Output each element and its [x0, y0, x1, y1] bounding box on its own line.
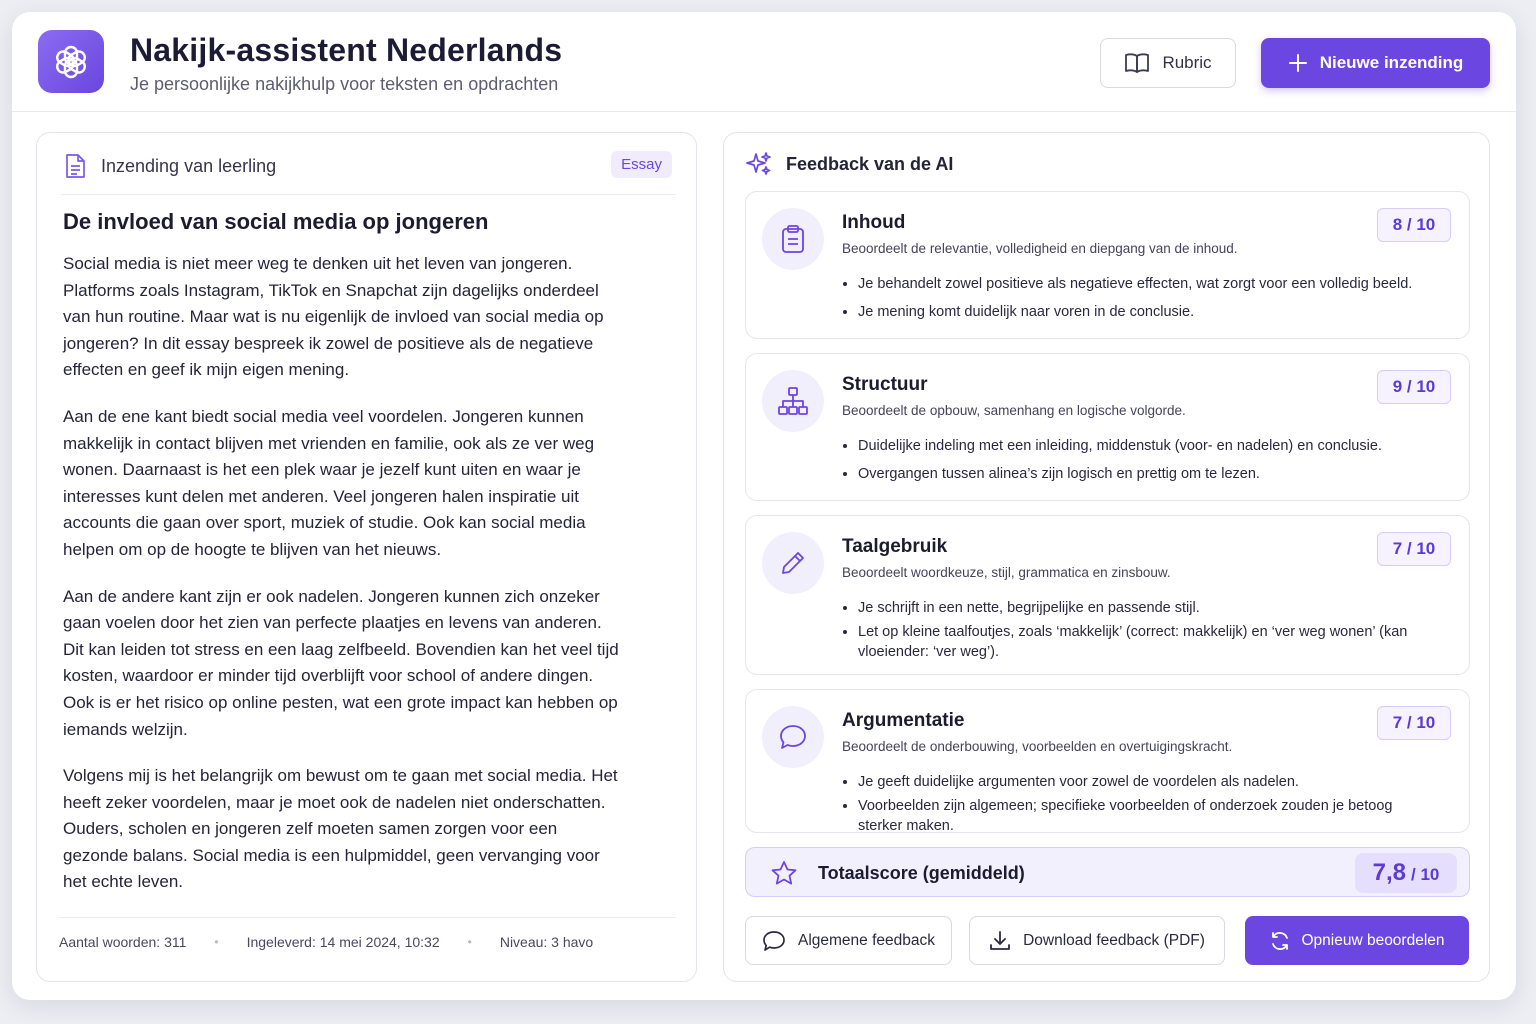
app-header — [12, 12, 1516, 112]
rubric-button-label: Rubric — [1162, 53, 1212, 72]
criterion-card-taalgebruik — [745, 515, 1470, 675]
feedback-point: • Je behandelt zowel positieve als negatieve effecten, wat zorgt voor een volledig beeld. — [858, 274, 1438, 294]
essay-paragraph: Volgens mij is het belangrijk om bewust om te gaan met social media. Het heeft zeker voordelen, maar je moet ook de nadelen niet onderschatten. Ouders, scholen en jongeren zelf moeten samen zorgen voor een gezonde balans. Social media is een hulpmiddel, geen vervanging voor het echte leven. — [63, 766, 618, 892]
feedback-point: • Duidelijke indeling met een inleiding, middenstuk (voor- en nadelen) en conclusie. — [858, 436, 1438, 456]
total-score-value: 7,8 — [1372, 859, 1406, 886]
type-badge: Essay — [611, 151, 672, 178]
criterion-points — [858, 772, 1438, 840]
feedback-point: • Voorbeelden zijn algemeen; specifieke voorbeelden of onderzoek zouden je betoog sterker maken. — [858, 796, 1438, 836]
refresh-icon — [1269, 930, 1291, 952]
general-feedback-label: Algemene feedback — [797, 931, 935, 949]
app-subtitle: Je persoonlijke nakijkhulp voor teksten en opdrachten — [130, 74, 559, 94]
app-window — [12, 12, 1516, 1000]
total-score-badge — [1355, 853, 1457, 893]
submission-meta — [59, 917, 676, 965]
criterion-description: Beoordeelt woordkeuze, stijl, grammatica en zinsbouw. — [842, 565, 1171, 580]
criterion-description: Beoordeelt de onderbouwing, voorbeelden en overtuigingskracht. — [842, 739, 1233, 754]
total-score-label: Totaalscore (gemiddeld) — [818, 863, 1025, 883]
meta-separator: • — [214, 934, 219, 949]
regrade-label: Opnieuw beoordelen — [1301, 931, 1445, 949]
feedback-point: • Je schrijft in een nette, begrijpelijke en passende stijl. — [858, 598, 1438, 618]
essay-paragraph: Aan de andere kant zijn er ook nadelen. Jongeren kunnen zich onzeker gaan voelen door het zien van perfecte plaatjes en levens van anderen. Dit kan leiden tot stress en een laag zelfbeeld. Bovendien kan het veel tijd kosten, waardoor er minder tijd overblijft voor school of andere dingen. Ook is er het risico op online pesten, wat een grote impact kan hebben op iemands welzijn. — [63, 586, 619, 739]
criterion-score: 7 / 10 — [1377, 706, 1451, 740]
app-title: Nakijk-assistent Nederlands — [130, 32, 563, 68]
submission-heading: Inzending van leerling — [101, 156, 277, 176]
feedback-point: • Je geeft duidelijke argumenten voor zowel de voordelen als nadelen. — [858, 772, 1438, 792]
essay-paragraph: Aan de ene kant biedt social media veel voordelen. Jongeren kunnen makkelijk in contact blijven met vrienden en familie, ook als ze ver weg wonen. Daarnaast is het een plek waar je jezelf kunt uiten en waar je interesses kunt delen met anderen. Veel jongeren halen inspiratie uit accounts die gaan over sport, muziek of studie. Ook kan social media helpen om op de hoogte te blijven van het nieuws. — [63, 406, 595, 559]
chat-bubble-icon — [762, 930, 786, 952]
download-feedback-label: Download feedback (PDF) — [1023, 931, 1205, 949]
openai-logo-icon — [38, 30, 104, 93]
criterion-points — [858, 274, 1438, 330]
clipboard-icon — [762, 208, 824, 270]
criterion-score: 7 / 10 — [1377, 532, 1451, 566]
criterion-title: Taalgebruik — [842, 536, 948, 557]
total-score-bar — [745, 847, 1470, 897]
criterion-points — [858, 598, 1438, 666]
meta-separator: • — [467, 934, 472, 949]
criterion-title: Argumentatie — [842, 710, 965, 731]
criterion-description: Beoordeelt de relevantie, volledigheid en diepgang van de inhoud. — [842, 241, 1238, 256]
feedback-panel — [723, 132, 1490, 982]
structure-tree-icon — [762, 370, 824, 432]
speech-bubble-icon — [762, 706, 824, 768]
document-icon — [63, 153, 87, 179]
new-submission-label: Nieuwe inzending — [1319, 53, 1464, 72]
essay-title: De invloed van social media op jongeren — [63, 209, 489, 234]
criterion-card-inhoud — [745, 191, 1470, 339]
level: Niveau: 3 havo — [499, 933, 594, 950]
pencil-icon — [762, 532, 824, 594]
feedback-point: • Let op kleine taalfoutjes, zoals ‘makkelijk’ (correct: makkelijk) en ‘ver weg wonen’ (kan vloeiender: ‘ver weg’). — [858, 622, 1438, 662]
book-icon — [1124, 52, 1150, 74]
submitted-date: Ingeleverd: 14 mei 2024, 10:32 — [246, 933, 440, 950]
regrade-button[interactable] — [1245, 916, 1469, 965]
essay-body — [63, 251, 623, 916]
criterion-card-argumentatie — [745, 689, 1470, 833]
submission-panel — [36, 132, 697, 982]
criterion-score: 8 / 10 — [1377, 208, 1451, 242]
feedback-point: • Overgangen tussen alinea’s zijn logisch en prettig om te lezen. — [858, 464, 1438, 484]
criterion-title: Inhoud — [842, 212, 906, 233]
sparkles-icon — [746, 151, 772, 177]
feedback-heading: Feedback van de AI — [786, 153, 954, 174]
essay-paragraph: Social media is niet meer weg te denken uit het leven van jongeren. Platforms zoals Instagram, TikTok en Snapchat zijn dagelijks onderdeel van hun routine. Maar wat is nu eigenlijk de invloed van social media op jongeren? In dit essay bespreek ik zowel de positieve als de negatieve effecten en geef ik mijn eigen mening. — [63, 254, 604, 380]
submission-header — [61, 153, 676, 195]
rubric-button[interactable] — [1100, 38, 1236, 88]
plus-icon — [1288, 53, 1308, 73]
feedback-point: • Je mening komt duidelijk naar voren in de conclusie. — [858, 302, 1438, 322]
criterion-points — [858, 436, 1438, 492]
download-icon — [989, 930, 1011, 952]
word-count: Aantal woorden: 311 — [59, 933, 187, 950]
criterion-card-structuur — [745, 353, 1470, 501]
star-icon — [770, 860, 798, 886]
new-submission-button[interactable] — [1261, 38, 1490, 88]
criterion-title: Structuur — [842, 374, 928, 395]
general-feedback-button[interactable] — [745, 916, 952, 965]
criterion-score: 9 / 10 — [1377, 370, 1451, 404]
total-score-max: / 10 — [1411, 865, 1440, 884]
download-feedback-button[interactable] — [969, 916, 1225, 965]
criterion-description: Beoordeelt de opbouw, samenhang en logische volgorde. — [842, 403, 1186, 418]
feedback-header — [746, 149, 953, 179]
